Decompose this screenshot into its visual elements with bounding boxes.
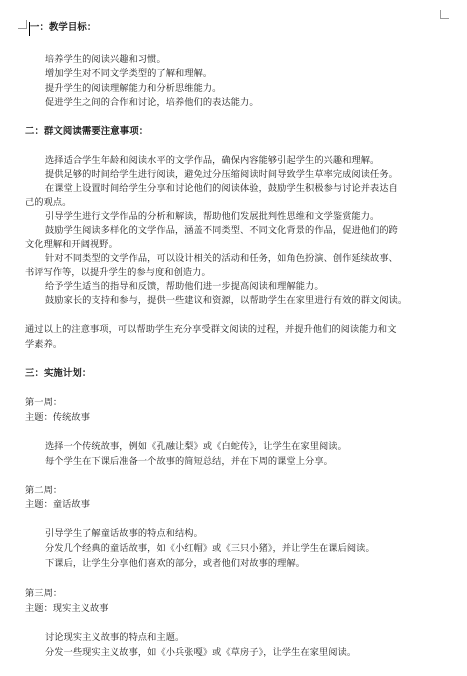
goal-item: 增加学生对不同文学类型的了解和理解。: [45, 68, 213, 79]
note-line: 鼓励学生阅读多样化的文学作品，涵盖不同类型、不同文化背景的作品，促进他们的跨: [45, 225, 398, 236]
week-plan-line: 分发一些现实主义故事，如《小兵张嘎》或《草房子》，让学生在家里阅读。: [45, 647, 357, 658]
week-plan-line: 引导学生了解童话故事的特点和结构。: [45, 528, 203, 539]
note-line: 引导学生进行文学作品的分析和解读，帮助他们发展批判性思维和文学鉴赏能力。: [45, 211, 380, 222]
note-line: 己的观点。: [25, 197, 72, 208]
section-heading-plan: 三：实施计划：: [25, 368, 92, 379]
section-heading-notes: 二：群文阅读需要注意事项：: [25, 126, 149, 137]
week-label: 第二周：: [25, 485, 63, 496]
week-label: 第三周：: [25, 588, 63, 599]
section-heading-goals: 一：教学目标：: [30, 22, 97, 33]
goal-item: 培养学生的阅读兴趣和习惯。: [45, 54, 166, 65]
week-theme: 主题：传统故事: [25, 412, 91, 423]
note-line: 提供足够的时间给学生进行阅读，避免过分压缩阅读时间导致学生草率完成阅读任务。: [45, 169, 398, 180]
week-plan-line: 讨论现实主义故事的特点和主题。: [45, 632, 185, 643]
note-line: 在课堂上设置时间给学生分享和讨论他们的阅读体验，鼓励学生积极参与讨论并表达自: [45, 183, 398, 194]
week-label: 第一周：: [25, 397, 63, 408]
week-theme: 主题：童话故事: [25, 499, 91, 510]
week-theme: 主题：现实主义故事: [25, 603, 109, 614]
summary-line: 通过以上的注意事项，可以帮助学生充分享受群文阅读的过程，并提升他们的阅读能力和文: [25, 324, 397, 335]
note-line: 给予学生适当的指导和反馈，帮助他们进一步提高阅读和理解能力。: [45, 281, 324, 292]
page-margin-corner-top-right: [440, 10, 449, 19]
page-margin-corner-top-left: [18, 20, 27, 29]
note-line: 选择适合学生年龄和阅读水平的文学作品，确保内容能够引起学生的兴趣和理解。: [45, 155, 380, 166]
goal-item: 促进学生之间的合作和讨论，培养他们的表达能力。: [45, 97, 259, 108]
week-plan-line: 选择一个传统故事，例如《孔融让梨》或《白蛇传》，让学生在家里阅读。: [45, 441, 347, 452]
week-plan-line: 每个学生在下课后准备一个故事的简短总结，并在下周的课堂上分享。: [45, 456, 333, 467]
summary-line: 学素养。: [25, 339, 63, 350]
goal-item: 提升学生的阅读理解能力和分析思维能力。: [45, 83, 222, 94]
note-line: 鼓励家长的支持和参与，提供一些建议和资源，以帮助学生在家里进行有效的群文阅读。: [45, 295, 408, 306]
note-line: 针对不同类型的文学作品，可以设计相关的活动和任务，如角色扮演、创作延续故事、: [45, 253, 398, 264]
note-line: 书评写作等，以提升学生的参与度和创造力。: [25, 267, 211, 278]
note-line: 文化理解和开阔视野。: [25, 239, 118, 250]
week-plan-line: 下课后，让学生分享他们喜欢的部分，或者他们对故事的理解。: [45, 558, 306, 569]
week-plan-line: 分发几个经典的童话故事，如《小红帽》或《三只小猪》，并让学生在课后阅读。: [45, 543, 375, 554]
